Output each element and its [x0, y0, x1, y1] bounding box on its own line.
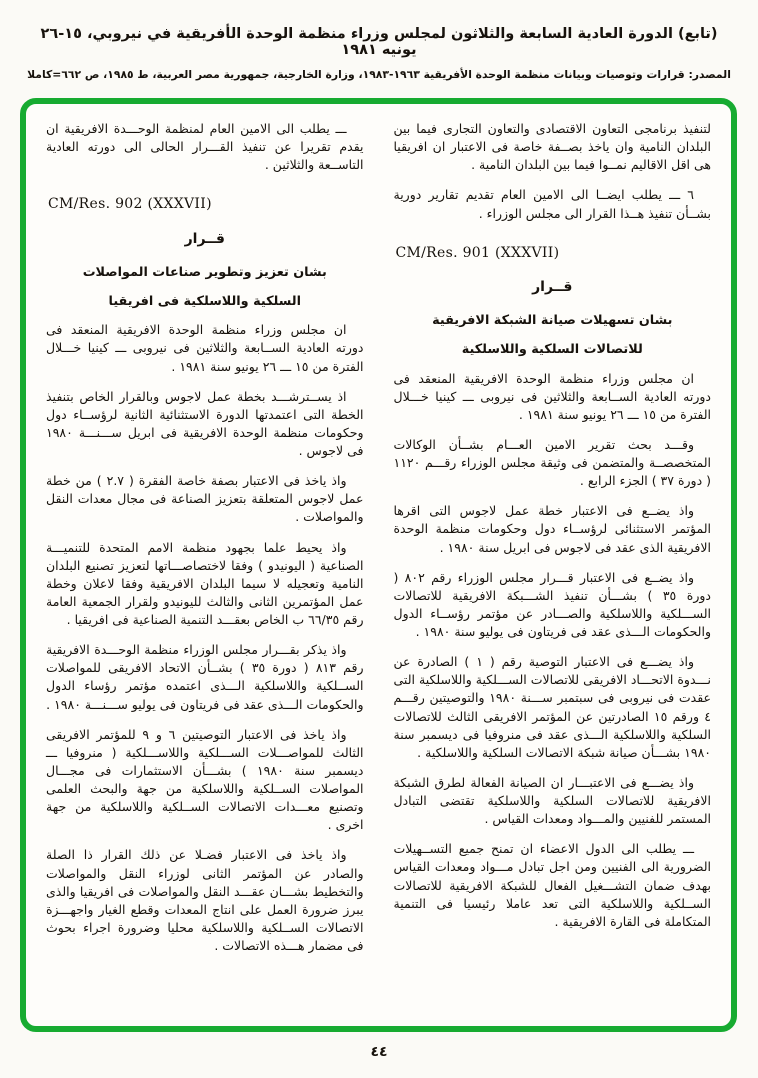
resolution-902-paragraph: واذ يحيط علما بجهود منظمة الامم المتحدة للتنميـــة الصناعية ( اليونيدو ) وفقا لاختصاصـــاتها لتعزيز تصنيع البلدان النامية وتعجيله لا سيما البلدان الافريقية وفقا لاعلان وخطة عمل المؤتمرين الثانى والثالث لليونيدو ولقرار الجمعية العامة رقم ٦٦/٣٥ ب الخاص بعقـــد التنمية الصناعية فى افريقيا . [46, 539, 364, 628]
resolution-901-paragraph: ان مجلس وزراء منظمة الوحدة الافريقية المنعقد فى دورته العادية الســابعة والثلاثين فى نيروبى ـــ كينيا خـــلال الفترة من ١٥ ـــ ٢٦ يونيو سنة ١٩٨١ . [393, 370, 711, 422]
resolution-902-paragraph: اذ يســترشـــد بخطة عمل لاجوس وبالقرار الخاص بتنفيذ الخطة التى اعتمدتها الدورة الاستثنائية الثانية لرؤســاء دول وحكومات منظمة الوحدة الافريقية فى ابريل ســـنـــة ١٩٨٠ فى لاجوس . [46, 388, 364, 459]
resolution-901-title: قــرار [532, 278, 573, 295]
operative-paragraph: ـــ يطلب الى الامين العام لمنظمة الوحـــدة الافريقية ان يقدم تقريرا عن تنفيذ القـــرار الحالى الى دورته العادية التاســعة والثلاثين . [46, 121, 364, 173]
resolution-902-paragraph: واذ يذكر بقـــرار مجلس الوزراء منظمة الوحـــدة الافريقية رقم ٨١٣ ( دورة ٣٥ ) بشــأن الاتحاد الافريقى للمواصلات الســلكية واللاسلكية الـــذى اعتمده مؤتمر رؤساء الدول والحكومات الـــذى عقد فى فريتاون فى يوليو ســـنـــة ١٩٨٠ . [46, 642, 364, 712]
text-columns [46, 120, 711, 1018]
resolution-901-id: CM/Res. 901 (XXXVII) [395, 244, 560, 261]
document-frame [20, 98, 737, 1032]
resolution-901-paragraph: واذ يضــع فى الاعتبار خطة عمل لاجوس التى اقرها المؤتمر الاستثنائى لرؤســاء دول وحكومات منظمة الوحدة الافريقية الذى عقد فى لاجوس فى ابريل سنة ١٩٨٠ . [393, 503, 711, 555]
column-left [46, 120, 364, 967]
resolution-902-paragraph: ان مجلس وزراء منظمة الوحدة الافريقية المنعقد فى دورته العادية الســابعة والثلاثين فى نيروبى ـــ كينيا خـــلال الفترة من ١٥ ـــ ٢٦ يونيو سنة ١٩٨١ . [46, 322, 364, 374]
resolution-901-paragraph: واذ يضـــع فى الاعتبار التوصية رقم ( ١ ) الصادرة عن نـــدوة الاتحـــاد الافريقى للاتصالات الســـلكية واللاسلكية التى عقدت فى نيروبى فى سبتمبر ســـنة ١٩٨٠ والتوصيتين رقـــم ٤ ورقم ١٥ الصادرتين عن المؤتمر الافريقى الثالث للاتصالات السلكية واللاسلكية الـــذى عقد فى منروفيا فى ديسمبر سنة ١٩٨٠ بشـــأن صيانة شبكة الاتصالات السلكية واللاسلكية . [393, 654, 711, 760]
resolution-902-title: قــرار [184, 230, 225, 247]
resolution-902-paragraph: واذ ياخذ فى الاعتبار فضـلا عن ذلك القرار ذا الصلة والصادر عن المؤتمر الثانى لوزراء النقل والمواصلات والتخطيط بشـــان عقـــد النقل والمواصلات فى افريقيا والذى يبرز ضرورة العمل على انتاج المعدات وقطع الغيار واجهـــزة الاتصالات الســلكية واللاسلكية محليا وضرورة اجراء بحوث فى مضمار هـــذه الاتصالات . [46, 847, 364, 954]
column-right [394, 120, 712, 943]
resolution-901-paragraph: واذ يضـــع فى الاعتبـــار ان الصيانة الفعالة لطرق الشبكة الافريقية للاتصالات السلكية واللاسلكية تقتضى التبادل المستمر للفنيين والمـــواد ومعدات القياس . [393, 774, 711, 827]
resolution-902-paragraph: واذ ياخذ فى الاعتبار التوصيتين ٦ و ٩ للمؤتمر الافريقى الثالث للمواصـــلات الســـلكية واللاســـلكية ( منروفيا ـــ ديسمبر سنة ١٩٨٠ ) بشـــأن الاستثمارات فى مجـــال المواصلات الســلكية واللاسلكية من جهة والبحث العلمى وتصنيع معـــدات الاتصالات الســلكية واللاسلكية من جهة اخرى . [46, 726, 364, 833]
continuation-paragraph: لتنفيذ برنامجى التعاون الاقتصادى والتعاون التجارى فيما بين البلدان النامية وان ياخذ بصــفة خاصة فى الاعتبار ان افريقيا هى اقل الاقاليم نمــوا فيما بين البلدان النامية . [393, 121, 711, 173]
header-session-line: (تابع) الدورة العادية السابعة والثلاثون لمجلس وزراء منظمة الوحدة الأفريقية في نيروبي، ١٥‏-‏٢٦ يونيه ١٩٨١ [40, 26, 718, 58]
page-header [24, 26, 734, 81]
resolution-901-paragraph: وقـــد بحث تقرير الامين العـــام بشــأن الوكالات المتخصصــة والمتضمن فى وثيقة مجلس الوزراء رقـــم ١١٢٠ ( دورة ٣٧ ) الجزء الرابع . [393, 436, 711, 489]
resolution-902-paragraph: واذ ياخذ فى الاعتبار بصفة خاصة الفقرة ( ٢.٧ ) من خطة عمل لاجوس المتعلقة بتعزيز الصناعة فى مجال معدات النقل والمواصلات . [46, 473, 364, 525]
resolution-902-subject-line2: السلكية واللاسلكية فى افريقيا [108, 294, 301, 310]
resolution-901-paragraph: واذ يضــع فى الاعتبار قـــرار مجلس الوزراء رقم ٨٠٢ ( دورة ٣٥ ) بشـــأن تنفيذ الشـــبكة الافريقية للاتصالات الســـلكية واللاسلكية والصـــادر عن مؤتمر رؤســاء الدول والحكومات الـــذى عقد فى فريتاون فى يوليو سنة ١٩٨٠ . [393, 569, 711, 640]
resolution-902-subject-line1: بشان تعزيز وتطوير صناعات المواصلات [82, 264, 327, 280]
resolution-901-subject-line1: بشان تسهيلات صيانة الشبكة الافريقية [432, 313, 673, 329]
resolution-901-subject-line2: للاتصالات السلكية واللاسلكية [461, 342, 643, 358]
resolution-902-id: CM/Res. 902 (XXXVII) [48, 196, 212, 213]
item6-paragraph: ٦ ـــ يطلب ايضــا الى الامين العام تقديم تقارير دورية بشــأن تنفيذ هــذا القرار الى مجلس الوزراء . [393, 187, 711, 221]
header-source-line: المصدر: قرارات وتوصيات وبيانات منظمة الوحدة الأفريقية ١٩٦٣‏-‏١٩٨٣، وزارة الخارجية، جمهورية مصر العربية، ط ١٩٨٥، ص ٦٦٢=كاملا [27, 68, 731, 81]
page-number: ٤٤ [370, 1044, 388, 1060]
resolution-901-paragraph: ـــ يطلب الى الدول الاعضاء ان تمنح جميع التســهيلات الضرورية الى الفنيين ومن اجل تبادل مـــواد ومعدات القياس بهدف ضمان التشـــغيل الفعال للشبكة الافريقية للاتصالات الســلكية واللاسلكية التى تعد عاملا رئيسيا فى التنمية المتكاملة فى القارة الافريقية . [393, 841, 711, 929]
